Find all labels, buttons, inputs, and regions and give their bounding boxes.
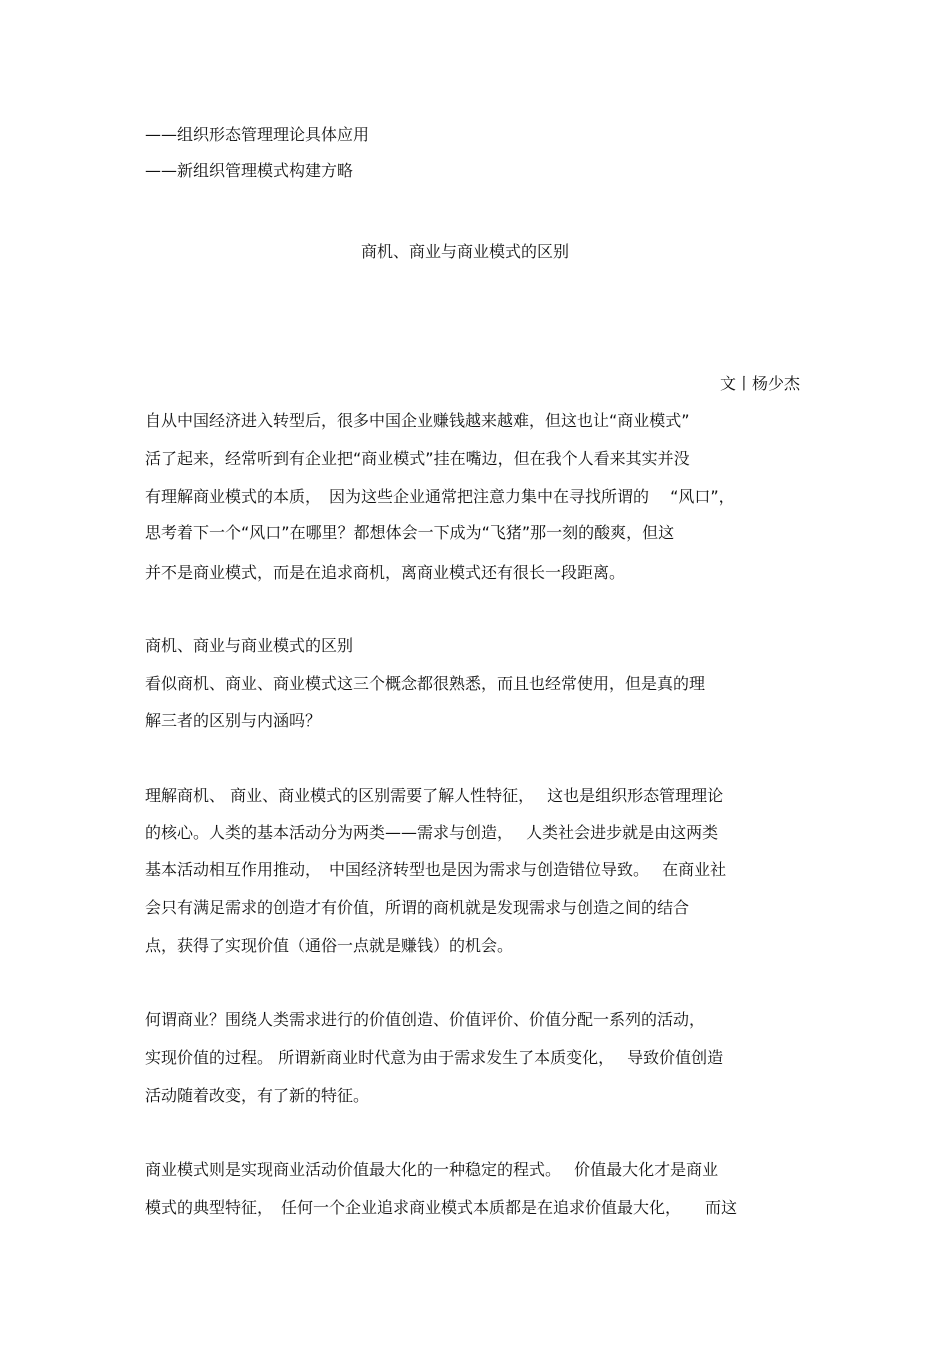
text-line: 并不是商业模式，而是在追求商机，离商业模式还有很长一段距离。 bbox=[145, 563, 626, 582]
section-heading: 商机、商业与商业模式的区别 bbox=[145, 636, 354, 655]
subtitle-line-2: ——新组织管理模式构建方略 bbox=[145, 161, 354, 180]
text-line: 实现价值的过程。 所谓新商业时代意为由于需求发生了本质变化， 导致价值创造 bbox=[145, 1048, 724, 1067]
byline: 文丨杨少杰 bbox=[719, 374, 800, 393]
text-line: 会只有满足需求的创造才有价值，所谓的商机就是发现需求与创造之间的结合 bbox=[145, 898, 690, 917]
article-title: 商机、商业与商业模式的区别 bbox=[360, 242, 569, 261]
subtitle-line-1: ——组织形态管理理论具体应用 bbox=[145, 125, 370, 144]
text-line: 有理解商业模式的本质， 因为这些企业通常把注意力集中在寻找所谓的 “风口”， bbox=[145, 487, 735, 506]
text-line: 点，获得了实现价值（通俗一点就是赚钱）的机会。 bbox=[145, 936, 514, 955]
text-line: 思考着下一个“风口”在哪里？都想体会一下成为“飞猪”那一刻的酸爽，但这 bbox=[145, 523, 675, 542]
text-line: 基本活动相互作用推动， 中国经济转型也是因为需求与创造错位导致。 在商业社 bbox=[145, 860, 727, 879]
text-line: 理解商机、 商业、商业模式的区别需要了解人性特征， 这也是组织形态管理理论 bbox=[145, 786, 724, 805]
text-line: 模式的典型特征， 任何一个企业追求商业模式本质都是在追求价值最大化， 而这 bbox=[145, 1198, 738, 1217]
text-line: 何谓商业？围绕人类需求进行的价值创造、价值评价、价值分配一系列的活动， bbox=[145, 1010, 706, 1029]
text-line: 的核心。人类的基本活动分为两类——需求与创造， 人类社会进步就是由这两类 bbox=[145, 823, 719, 842]
text-line: 活了起来，经常听到有企业把“商业模式”挂在嘴边，但在我个人看来其实并没 bbox=[145, 449, 690, 468]
text-line: 看似商机、商业、商业模式这三个概念都很熟悉，而且也经常使用，但是真的理 bbox=[145, 674, 706, 693]
text-line: 商业模式则是实现商业活动价值最大化的一种稳定的程式。 价值最大化才是商业 bbox=[145, 1160, 719, 1179]
text-line: 活动随着改变，有了新的特征。 bbox=[145, 1086, 370, 1105]
text-line: 解三者的区别与内涵吗？ bbox=[145, 711, 322, 730]
text-line: 自从中国经济进入转型后，很多中国企业赚钱越来越难，但这也让“商业模式” bbox=[145, 411, 690, 430]
